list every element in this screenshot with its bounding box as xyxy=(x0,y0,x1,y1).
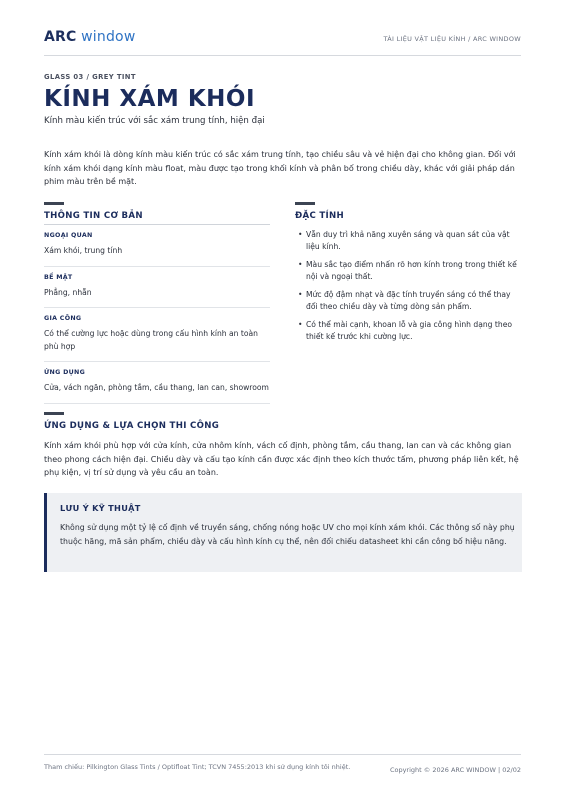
product-kicker: GLASS 03 / GREY TINT xyxy=(44,73,136,81)
info-row xyxy=(44,224,270,266)
page-subtitle: Kính màu kiến trúc với sắc xám trung tính, hiện đại xyxy=(44,116,265,126)
page-header xyxy=(44,28,521,56)
header-doc-label: TÀI LIỆU VẬT LIỆU KÍNH / ARC WINDOW xyxy=(383,35,521,43)
info-row xyxy=(44,307,270,361)
info-label: NGOẠI QUAN xyxy=(44,232,93,239)
list-item xyxy=(298,229,522,252)
section-accent-bar xyxy=(44,412,64,415)
info-label: GIA CÔNG xyxy=(44,315,82,322)
info-value: Phẳng, nhẵn xyxy=(44,287,92,297)
note-title: LƯU Ý KỸ THUẬT xyxy=(60,503,141,513)
bullet-icon: • xyxy=(298,290,303,299)
technical-note-box xyxy=(44,493,522,572)
section-accent-bar xyxy=(295,202,315,205)
info-value: Có thể cường lực hoặc dùng trong cấu hình kính an toàn phù hợp xyxy=(44,329,258,351)
basic-info-heading: THÔNG TIN CƠ BẢN xyxy=(44,211,143,221)
page-title: KÍNH XÁM KHÓI xyxy=(44,86,255,112)
section-accent-bar xyxy=(44,202,64,205)
info-label: ỨNG DỤNG xyxy=(44,369,86,376)
bullet-icon: • xyxy=(298,320,303,329)
info-value: Cửa, vách ngăn, phòng tắm, cầu thang, lan can, showroom xyxy=(44,383,269,392)
footer-reference: Tham chiếu: Pilkington Glass Tints / Optifloat Tint; TCVN 7455:2013 khi sử dụng kính tôi nhiệt. xyxy=(44,763,351,771)
footer-copyright: Copyright © 2026 ARC WINDOW | 02/02 xyxy=(389,766,521,774)
features-heading: ĐẶC TÍNH xyxy=(295,211,344,221)
logo-window-text: window xyxy=(81,29,136,45)
features-list xyxy=(298,229,522,349)
page-footer xyxy=(44,754,521,784)
usage-paragraph: Kính xám khói phù hợp với cửa kính, cửa nhôm kính, vách cố định, phòng tắm, cầu thang, lan can và các không gian theo phong cách hiện đại. Chiều dày và cấu tạo kính cần được xác định theo kích thước tấm, phương pháp liên kết, hệ phụ kiện, vị trí sử dụng và yêu cầu an toàn. xyxy=(44,441,519,477)
bullet-icon: • xyxy=(298,260,303,269)
arc-window-logo xyxy=(44,29,135,45)
intro-paragraph: Kính xám khói là dòng kính màu kiến trúc có sắc xám trung tính, tạo chiều sâu và vẻ hiện đại cho không gian. Đối với kính xám khói dạng kính màu float, màu được tạo trong khối kính và phân bố trong chiều dày, khác với giải pháp dán phim màu trên bề mặt. xyxy=(44,150,516,186)
info-value: Xám khói, trung tính xyxy=(44,246,123,255)
usage-heading: ỨNG DỤNG & LỰA CHỌN THI CÔNG xyxy=(44,421,220,431)
note-body: Không sử dụng một tỷ lệ cố định về truyền sáng, chống nóng hoặc UV cho mọi kính xám khói. Các thông số này phụ thuộc hãng, mã sản phẩm, chiều dày và cấu hình kính cụ thể, nên đối chiếu datasheet khi cần công bố hiệu năng. xyxy=(60,523,515,546)
list-item xyxy=(298,259,522,282)
table-divider xyxy=(44,403,270,404)
list-item xyxy=(298,289,522,312)
info-row xyxy=(44,361,270,403)
feature-text: Vẫn duy trì khả năng xuyên sáng và quan sát của vật liệu kính. xyxy=(306,230,510,251)
feature-text: Có thể mài cạnh, khoan lỗ và gia công hình dạng theo thiết kế trước khi cường lực. xyxy=(306,320,513,341)
feature-text: Mức độ đậm nhạt và đặc tính truyền sáng có thể thay đổi theo chiều dày và từng dòng sản phẩm. xyxy=(306,290,511,311)
basic-info-table xyxy=(44,224,270,404)
logo-arc-text: ARC xyxy=(44,29,77,45)
list-item xyxy=(298,319,522,342)
feature-text: Màu sắc tạo điểm nhấn rõ hơn kính trong trong thiết kế nội và ngoại thất. xyxy=(306,260,517,281)
info-row xyxy=(44,266,270,308)
bullet-icon: • xyxy=(298,230,303,239)
info-label: BỀ MẶT xyxy=(44,273,73,281)
